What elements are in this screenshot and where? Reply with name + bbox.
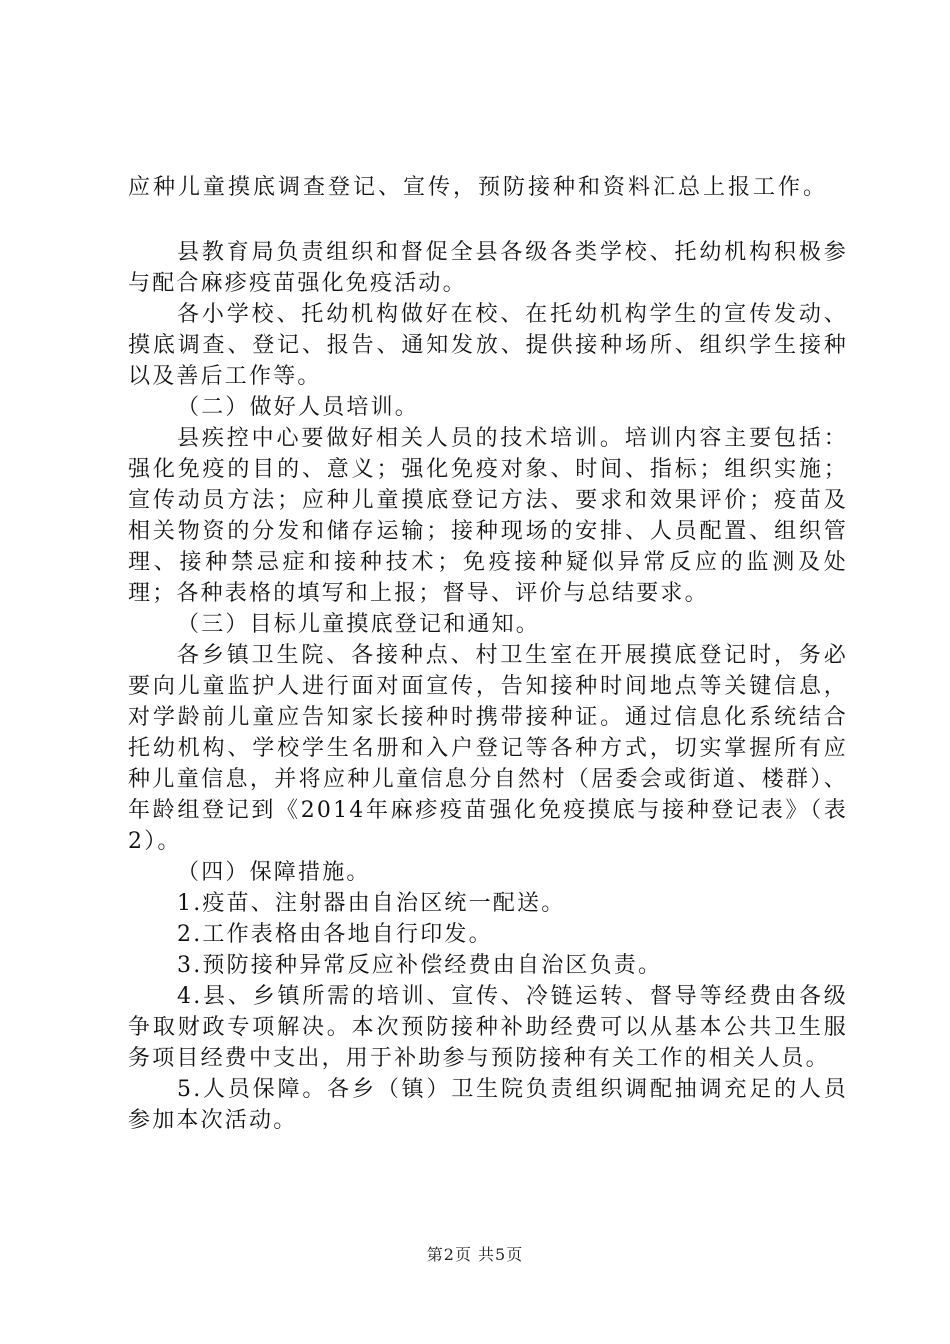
section-heading: （四）保障措施。	[177, 860, 371, 885]
paragraph: 应种儿童摸底调查登记、宣传，预防接种和资料汇总上报工作。	[128, 175, 829, 200]
document-body	[128, 172, 848, 1136]
paragraph: 各乡镇卫生院、各接种点、村卫生室在开展摸底登记时，务必要向儿童监护人进行面对面宣传，告知接种时间地点等关键信息，对学龄前儿童应告知家长接种时携带接种证。通过信息化系统结合托幼机构、学校学生名册和入户登记等各种方式，切实掌握所有应种儿童信息，并将应种儿童信息分自然村（居委会或街道、楼群）、年龄组登记到《2014年麻疹疫苗强化免疫摸底与接种登记表》（表2）。	[128, 643, 848, 854]
list-item: 1.疫苗、注射器由自治区统一配送。	[177, 891, 566, 916]
paragraph: 县疾控中心要做好相关人员的技术培训。培训内容主要包括：强化免疫的目的、意义；强化免疫对象、时间、指标；组织实施；宣传动员方法；应种儿童摸底登记方法、要求和效果评价；疫苗及相关物资的分发和储存运输；接种现场的安排、人员配置、组织管理、接种禁忌症和接种技术；免疫接种疑似异常反应的监测及处理；各种表格的填写和上报；督导、评价与总结要求。	[128, 426, 848, 606]
list-item: 4.县、乡镇所需的培训、宣传、冷链运转、督导等经费由各级争取财政专项解决。本次预防接种补助经费可以从基本公共卫生服务项目经费中支出，用于补助参与预防接种有关工作的相关人员。	[128, 984, 848, 1071]
paragraph: 县教育局负责组织和督促全县各级各类学校、托幼机构积极参与配合麻疹疫苗强化免疫活动。	[128, 240, 848, 296]
list-item: 2.工作表格由各地自行印发。	[177, 922, 493, 947]
paragraph-gap	[128, 203, 848, 237]
list-item: 5.人员保障。各乡（镇）卫生院负责组织调配抽调充足的人员参加本次活动。	[128, 1077, 848, 1133]
section-heading: （三）目标儿童摸底登记和通知。	[177, 612, 541, 637]
page-number: 第2页 共5页	[426, 1245, 524, 1264]
list-item: 3.预防接种异常反应补偿经费由自治区负责。	[177, 953, 663, 978]
section-heading: （二）做好人员培训。	[177, 395, 420, 420]
paragraph: 各小学校、托幼机构做好在校、在托幼机构学生的宣传发动、摸底调查、登记、报告、通知发放、提供接种场所、组织学生接种以及善后工作等。	[128, 302, 848, 389]
